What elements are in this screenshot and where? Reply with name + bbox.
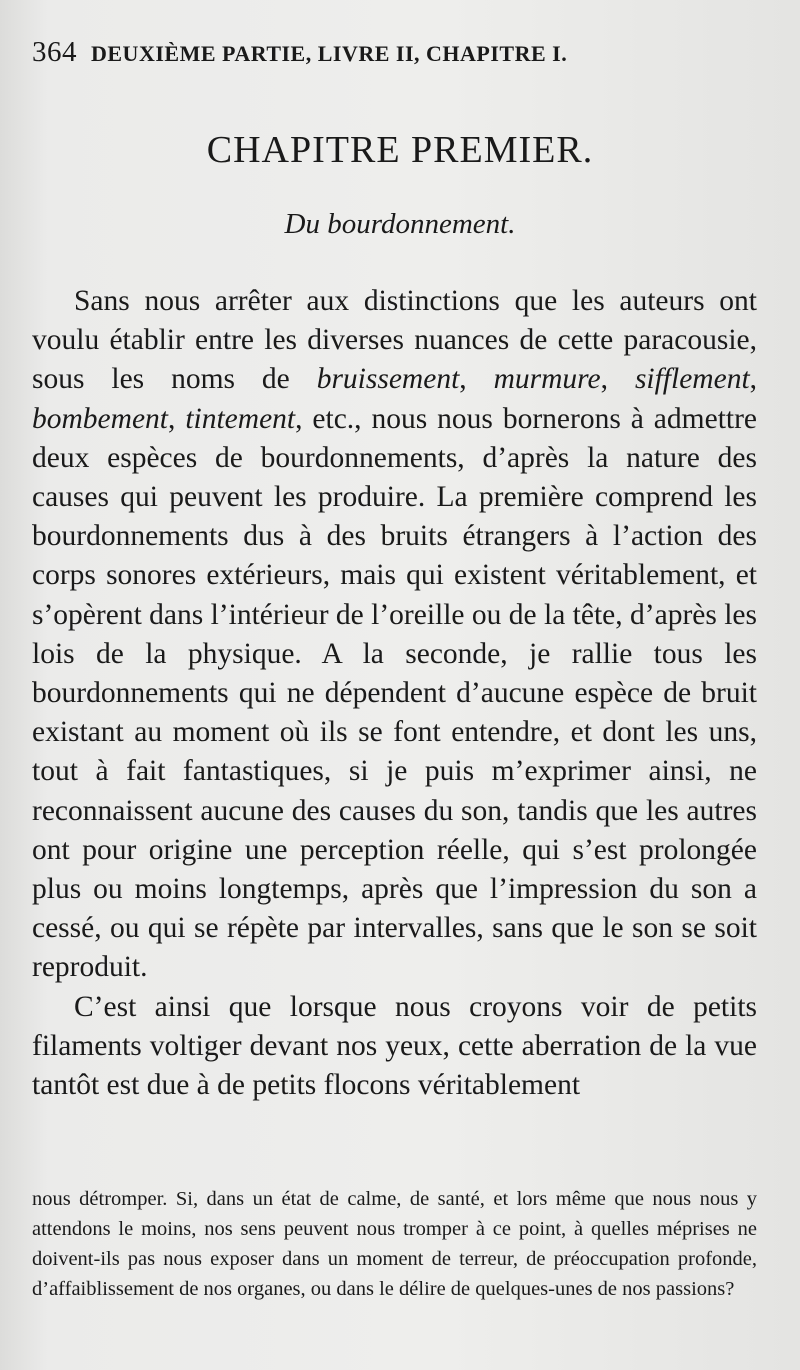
italic-term: tintement (185, 402, 296, 435)
italic-term: bombement (32, 402, 168, 435)
text-run: , (749, 363, 758, 396)
body-text (32, 282, 757, 1105)
section-title: Du bourdonnement. (284, 208, 516, 240)
paragraph (32, 282, 757, 988)
text-run: , (459, 363, 494, 396)
text-run: C’est ainsi que lorsque nous croyons voir de petits filaments voltiger devant nos yeux, cette aberration de la vue tantôt est due à de petits flocons véritablement (32, 990, 757, 1102)
text-run: , etc., nous nous bornerons à admettre deux espèces de bourdonnements, d’après la nature des causes qui peuvent les produire. La première comprend les bourdonnements dus à des bruits étrangers à l’action des corps sonores extérieurs, mais qui existent véritablement, et s’opèrent dans l’intérieur de l’oreille ou de la tête, d’après les lois de la physique. A la seconde, je rallie tous les bourdonnements qui ne dépendent d’aucune espèce de bruit existant au moment où ils se font entendre, et dont les uns, tout à fait fantastiques, si je puis m’exprimer ainsi, ne reconnaissent aucune des causes du son, tandis que les autres ont pour origine une perception réelle, qui s’est prolongée plus ou moins longtemps, après que l’impression du son a cessé, ou qui se répète par intervalles, sans que le son se soit reproduit. (32, 402, 758, 984)
text-run: , (600, 363, 635, 396)
paragraph (32, 988, 757, 1106)
italic-term: bruissement (316, 363, 460, 396)
running-head (32, 36, 772, 69)
chapter-title: CHAPITRE PREMIER. (206, 129, 594, 171)
italic-term: murmure (493, 363, 601, 396)
footnote: nous détromper. Si, dans un état de calme, de santé, et lors même que nous nous y attendons le moins, nos sens peuvent nous tromper à ce point, à quelles méprises ne doivent-ils pas nous exposer dans un moment de terreur, de préoccupation profonde, d’affaiblissement de nos organes, ou dans le délire de quelques-unes de nos passions? (32, 1188, 757, 1300)
italic-term: sifflement (634, 363, 750, 396)
page-number: 364 (32, 36, 77, 68)
text-run: Sans nous arrêter aux distinctions que les auteurs ont voulu établir entre les diverses nuances de cette paracousie, sous les noms de (32, 285, 757, 396)
text-run: , (168, 402, 186, 435)
running-head-text: DEUXIÈME PARTIE, LIVRE II, CHAPITRE I. (91, 41, 568, 66)
